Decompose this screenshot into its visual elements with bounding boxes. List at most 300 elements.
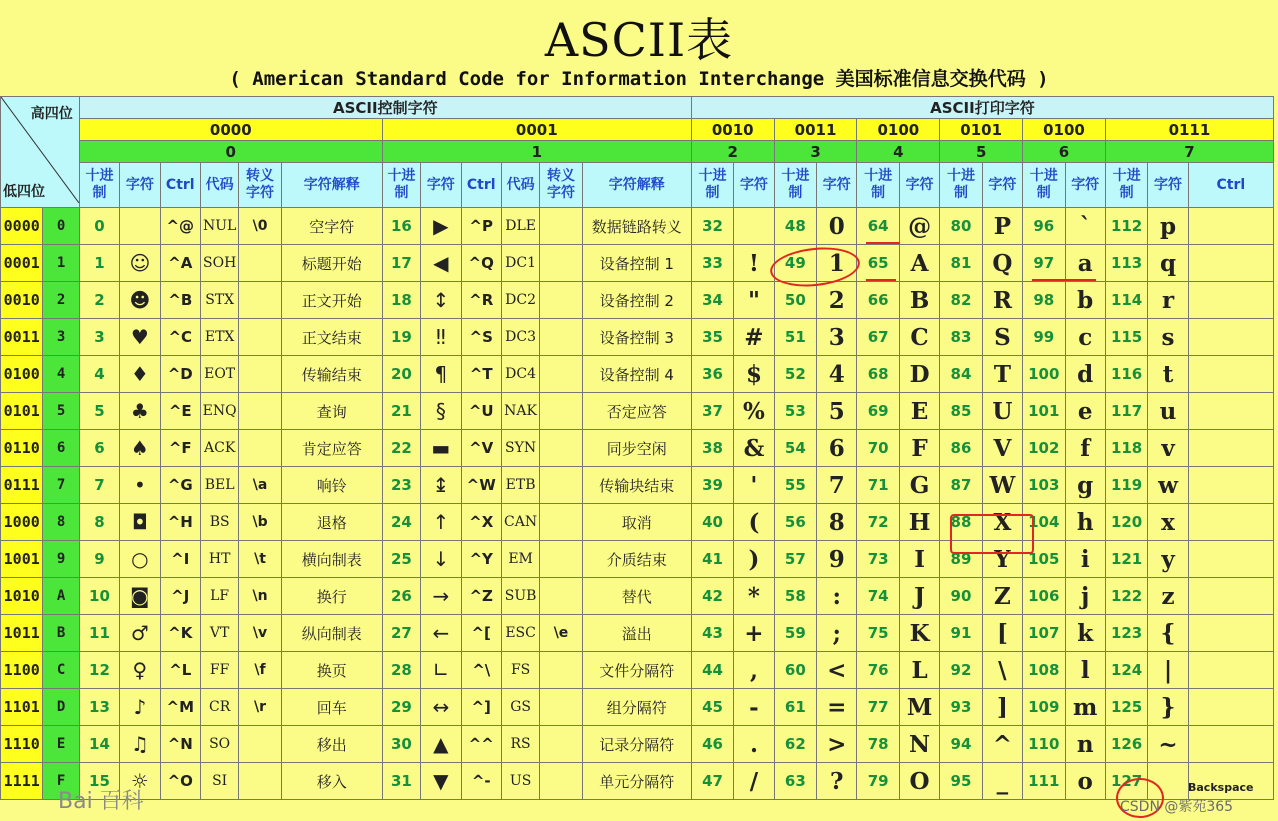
cell-description: 否定应答 [582, 393, 691, 430]
cell-ctrl: ^@ [160, 208, 200, 245]
cell-escape [540, 208, 582, 245]
cell-code: SOH [200, 245, 238, 282]
cell-decimal: 127 [1105, 763, 1147, 800]
high-hex-1: 1 [382, 141, 691, 163]
cell-code: DC3 [501, 319, 539, 356]
row-low-bin: 0011 [1, 319, 43, 356]
cell-char: w [1148, 467, 1188, 504]
cell-char: U [982, 393, 1022, 430]
cell-char: ' [734, 467, 774, 504]
cell-char: = [817, 689, 857, 726]
cell-char: 4 [817, 356, 857, 393]
cell-decimal: 124 [1105, 652, 1147, 689]
cell-description: 正文开始 [281, 282, 382, 319]
cell-char: T [982, 356, 1022, 393]
cell-char: $ [734, 356, 774, 393]
col-header-char: 字符 [982, 163, 1022, 208]
cell-code: ETX [200, 319, 238, 356]
cell-code: ESC [501, 615, 539, 652]
cell-ctrl-7 [1188, 208, 1273, 245]
cell-char: 5 [817, 393, 857, 430]
cell-code: NUL [200, 208, 238, 245]
cell-decimal: 1 [79, 245, 119, 282]
cell-char: g [1065, 467, 1105, 504]
cell-code: NAK [501, 393, 539, 430]
cell-char: ▼ [421, 763, 461, 800]
cell-char: % [734, 393, 774, 430]
cell-code: US [501, 763, 539, 800]
cell-decimal: 18 [382, 282, 420, 319]
cell-char: f [1065, 430, 1105, 467]
cell-ctrl: ^M [160, 689, 200, 726]
cell-description: 文件分隔符 [582, 652, 691, 689]
cell-decimal: 60 [774, 652, 816, 689]
cell-decimal: 20 [382, 356, 420, 393]
high-bin-1: 0001 [382, 119, 691, 141]
cell-ctrl-7 [1188, 504, 1273, 541]
cell-decimal: 119 [1105, 467, 1147, 504]
cell-char: : [817, 578, 857, 615]
row-low-hex: 3 [43, 319, 79, 356]
cell-ctrl: ^^ [461, 726, 501, 763]
cell-ctrl-7 [1188, 430, 1273, 467]
cell-decimal: 37 [691, 393, 733, 430]
cell-escape [239, 245, 281, 282]
cell-decimal: 4 [79, 356, 119, 393]
cell-char: 7 [817, 467, 857, 504]
cell-decimal: 125 [1105, 689, 1147, 726]
col-header-dec: 十进制 [382, 163, 420, 208]
watermark-right: CSDN @紫苑365 [1120, 799, 1234, 815]
cell-description: 单元分隔符 [582, 763, 691, 800]
table-row [1, 282, 1274, 319]
cell-decimal: 26 [382, 578, 420, 615]
cell-decimal: 50 [774, 282, 816, 319]
cell-char: ~ [1148, 726, 1188, 763]
cell-ctrl: ^X [461, 504, 501, 541]
cell-escape [540, 763, 582, 800]
high-bin-7: 0111 [1105, 119, 1273, 141]
cell-decimal: 36 [691, 356, 733, 393]
col-header-char: 字符 [1065, 163, 1105, 208]
cell-decimal: 12 [79, 652, 119, 689]
cell-description: 同步空闲 [582, 430, 691, 467]
cell-char: 2 [817, 282, 857, 319]
cell-char: } [1148, 689, 1188, 726]
cell-char: e [1065, 393, 1105, 430]
cell-ctrl: ^] [461, 689, 501, 726]
cell-description: 替代 [582, 578, 691, 615]
cell-decimal: 2 [79, 282, 119, 319]
cell-decimal: 69 [857, 393, 899, 430]
table-row [1, 689, 1274, 726]
cell-decimal: 87 [940, 467, 982, 504]
cell-code: SO [200, 726, 238, 763]
row-low-bin: 0001 [1, 245, 43, 282]
cell-ctrl: ^H [160, 504, 200, 541]
cell-ctrl: ^- [461, 763, 501, 800]
cell-decimal: 62 [774, 726, 816, 763]
cell-decimal: 99 [1023, 319, 1065, 356]
cell-char: ¶ [421, 356, 461, 393]
cell-decimal: 67 [857, 319, 899, 356]
cell-char: C [899, 319, 939, 356]
cell-description: 横向制表 [281, 541, 382, 578]
cell-decimal: 22 [382, 430, 420, 467]
cell-escape [540, 504, 582, 541]
row-low-hex: 8 [43, 504, 79, 541]
row-low-hex: 1 [43, 245, 79, 282]
table-row [1, 356, 1274, 393]
cell-decimal: 77 [857, 689, 899, 726]
cell-description: 设备控制 2 [582, 282, 691, 319]
cell-char: ♫ [120, 726, 160, 763]
cell-char: ♪ [120, 689, 160, 726]
cell-decimal: 49 [774, 245, 816, 282]
cell-escape [239, 763, 281, 800]
cell-decimal: 81 [940, 245, 982, 282]
col-header-dec: 十进制 [1023, 163, 1065, 208]
cell-decimal: 86 [940, 430, 982, 467]
cell-code: FS [501, 652, 539, 689]
watermark-left: Bai 百科 [58, 789, 144, 814]
cell-decimal: 108 [1023, 652, 1065, 689]
col-header-char: 字符 [1148, 163, 1188, 208]
cell-decimal: 25 [382, 541, 420, 578]
high-hex-7: 7 [1105, 141, 1273, 163]
cell-code: STX [200, 282, 238, 319]
cell-code: DC1 [501, 245, 539, 282]
cell-decimal: 85 [940, 393, 982, 430]
high-bin-6: 0100 [1023, 119, 1106, 141]
cell-decimal: 78 [857, 726, 899, 763]
high-bin-5: 0101 [940, 119, 1023, 141]
cell-code: CAN [501, 504, 539, 541]
row-low-hex: B [43, 615, 79, 652]
cell-escape [540, 578, 582, 615]
cell-escape: \a [239, 467, 281, 504]
cell-char: ♀ [120, 652, 160, 689]
high-hex-2: 2 [691, 141, 774, 163]
row-low-hex: A [43, 578, 79, 615]
cell-decimal: 110 [1023, 726, 1065, 763]
row-low-hex: D [43, 689, 79, 726]
table-row [1, 393, 1274, 430]
cell-char: E [899, 393, 939, 430]
cell-decimal: 63 [774, 763, 816, 800]
table-row [1, 652, 1274, 689]
cell-ctrl-7 [1188, 393, 1273, 430]
cell-decimal: 19 [382, 319, 420, 356]
cell-escape [540, 393, 582, 430]
cell-decimal: 113 [1105, 245, 1147, 282]
cell-decimal: 84 [940, 356, 982, 393]
group-control-header: ASCII控制字符 [79, 97, 691, 119]
cell-description: 空字符 [281, 208, 382, 245]
cell-ctrl: ^D [160, 356, 200, 393]
cell-code: EM [501, 541, 539, 578]
cell-description: 传输块结束 [582, 467, 691, 504]
cell-char: ♦ [120, 356, 160, 393]
cell-description: 正文结束 [281, 319, 382, 356]
cell-char: x [1148, 504, 1188, 541]
cell-char: Q [982, 245, 1022, 282]
cell-ctrl: ^K [160, 615, 200, 652]
cell-char: < [817, 652, 857, 689]
cell-char: ) [734, 541, 774, 578]
row-low-bin: 1010 [1, 578, 43, 615]
col-header-char: 字符 [899, 163, 939, 208]
cell-ctrl-7 [1188, 726, 1273, 763]
table-row [1, 208, 1274, 245]
cell-decimal: 100 [1023, 356, 1065, 393]
cell-ctrl-7 [1188, 578, 1273, 615]
cell-decimal: 44 [691, 652, 733, 689]
col-header-dec: 十进制 [940, 163, 982, 208]
cell-decimal: 21 [382, 393, 420, 430]
cell-escape: \r [239, 689, 281, 726]
cell-decimal: 115 [1105, 319, 1147, 356]
cell-decimal: 74 [857, 578, 899, 615]
cell-decimal: 35 [691, 319, 733, 356]
cell-ctrl-7 [1188, 356, 1273, 393]
high-hex-3: 3 [774, 141, 857, 163]
cell-decimal: 98 [1023, 282, 1065, 319]
cell-ctrl: ^N [160, 726, 200, 763]
cell-decimal: 24 [382, 504, 420, 541]
cell-escape [540, 319, 582, 356]
cell-char: - [734, 689, 774, 726]
cell-char: | [1148, 652, 1188, 689]
cell-char: ` [1065, 208, 1105, 245]
cell-decimal: 38 [691, 430, 733, 467]
cell-ctrl-7 [1188, 541, 1273, 578]
cell-decimal: 93 [940, 689, 982, 726]
cell-decimal: 23 [382, 467, 420, 504]
cell-code: LF [200, 578, 238, 615]
cell-escape [239, 319, 281, 356]
cell-escape [239, 430, 281, 467]
cell-char: → [421, 578, 461, 615]
cell-decimal: 111 [1023, 763, 1065, 800]
table-row [1, 726, 1274, 763]
cell-description: 记录分隔符 [582, 726, 691, 763]
cell-escape: \n [239, 578, 281, 615]
cell-description: 换页 [281, 652, 382, 689]
col-header-ctrl: Ctrl [160, 163, 200, 208]
cell-char: ▶ [421, 208, 461, 245]
cell-char: q [1148, 245, 1188, 282]
cell-decimal: 29 [382, 689, 420, 726]
cell-escape [239, 726, 281, 763]
cell-decimal: 109 [1023, 689, 1065, 726]
cell-decimal: 32 [691, 208, 733, 245]
cell-decimal: 76 [857, 652, 899, 689]
group-print-header: ASCII打印字符 [691, 97, 1273, 119]
cell-decimal: 28 [382, 652, 420, 689]
row-low-bin: 1111 [1, 763, 43, 800]
cell-char [734, 208, 774, 245]
cell-ctrl: ^G [160, 467, 200, 504]
cell-char: ↨ [421, 467, 461, 504]
cell-ctrl-7 [1188, 245, 1273, 282]
cell-decimal: 68 [857, 356, 899, 393]
cell-decimal: 9 [79, 541, 119, 578]
row-low-bin: 0110 [1, 430, 43, 467]
high-bin-4: 0100 [857, 119, 940, 141]
row-low-bin: 1000 [1, 504, 43, 541]
row-low-hex: 4 [43, 356, 79, 393]
cell-char: c [1065, 319, 1105, 356]
cell-decimal: 116 [1105, 356, 1147, 393]
cell-decimal: 82 [940, 282, 982, 319]
cell-code: ETB [501, 467, 539, 504]
cell-char: u [1148, 393, 1188, 430]
cell-char: d [1065, 356, 1105, 393]
cell-char: S [982, 319, 1022, 356]
cell-ctrl: ^L [160, 652, 200, 689]
cell-decimal: 105 [1023, 541, 1065, 578]
cell-description: 移出 [281, 726, 382, 763]
cell-char: 3 [817, 319, 857, 356]
cell-escape [239, 356, 281, 393]
cell-char: k [1065, 615, 1105, 652]
cell-decimal: 41 [691, 541, 733, 578]
cell-char: t [1148, 356, 1188, 393]
cell-decimal: 46 [691, 726, 733, 763]
cell-char: 1 [817, 245, 857, 282]
header-corner [1, 97, 80, 208]
cell-ctrl-7 [1188, 615, 1273, 652]
cell-code: ACK [200, 430, 238, 467]
cell-escape [540, 726, 582, 763]
cell-decimal: 54 [774, 430, 816, 467]
cell-char: ? [817, 763, 857, 800]
cell-char: § [421, 393, 461, 430]
cell-decimal: 90 [940, 578, 982, 615]
cell-ctrl: ^Q [461, 245, 501, 282]
cell-description: 肯定应答 [281, 430, 382, 467]
cell-escape [239, 282, 281, 319]
cell-char: W [982, 467, 1022, 504]
cell-ctrl: ^W [461, 467, 501, 504]
cell-char: , [734, 652, 774, 689]
cell-decimal: 95 [940, 763, 982, 800]
high-bin-3: 0011 [774, 119, 857, 141]
cell-escape [540, 282, 582, 319]
col-header-escape: 转义字符 [239, 163, 281, 208]
cell-char: ; [817, 615, 857, 652]
cell-code: DLE [501, 208, 539, 245]
cell-decimal: 101 [1023, 393, 1065, 430]
cell-code: RS [501, 726, 539, 763]
cell-decimal: 56 [774, 504, 816, 541]
row-low-hex: 0 [43, 208, 79, 245]
cell-ctrl: ^Z [461, 578, 501, 615]
cell-code: EOT [200, 356, 238, 393]
col-header-escape: 转义字符 [540, 163, 582, 208]
col-header-ctrl-7: Ctrl [1188, 163, 1273, 208]
cell-char: l [1065, 652, 1105, 689]
cell-char: s [1148, 319, 1188, 356]
cell-escape [540, 467, 582, 504]
cell-decimal: 106 [1023, 578, 1065, 615]
cell-char: K [899, 615, 939, 652]
cell-decimal: 27 [382, 615, 420, 652]
cell-decimal: 39 [691, 467, 733, 504]
cell-char: ▬ [421, 430, 461, 467]
cell-description: 介质结束 [582, 541, 691, 578]
cell-decimal: 57 [774, 541, 816, 578]
cell-code: DC4 [501, 356, 539, 393]
col-header-ctrl: Ctrl [461, 163, 501, 208]
cell-decimal: 51 [774, 319, 816, 356]
cell-ctrl: ^S [461, 319, 501, 356]
cell-char: . [734, 726, 774, 763]
cell-decimal: 17 [382, 245, 420, 282]
cell-escape: \v [239, 615, 281, 652]
cell-code: GS [501, 689, 539, 726]
row-low-hex: F [43, 763, 79, 800]
cell-decimal: 31 [382, 763, 420, 800]
cell-char: o [1065, 763, 1105, 800]
cell-char: ◙ [120, 578, 160, 615]
table-row [1, 763, 1274, 800]
table-row [1, 319, 1274, 356]
cell-char: L [899, 652, 939, 689]
cell-ctrl-7 [1188, 652, 1273, 689]
cell-decimal: 71 [857, 467, 899, 504]
cell-char: h [1065, 504, 1105, 541]
cell-char: J [899, 578, 939, 615]
table-row [1, 578, 1274, 615]
cell-description: 响铃 [281, 467, 382, 504]
table-row [1, 504, 1274, 541]
row-low-bin: 1011 [1, 615, 43, 652]
row-low-bin: 1101 [1, 689, 43, 726]
cell-code: HT [200, 541, 238, 578]
cell-char: " [734, 282, 774, 319]
cell-char: @ [899, 208, 939, 245]
cell-char: ‼ [421, 319, 461, 356]
cell-char: y [1148, 541, 1188, 578]
col-header-dec: 十进制 [79, 163, 119, 208]
cell-char: N [899, 726, 939, 763]
cell-description: 退格 [281, 504, 382, 541]
cell-char: ∟ [421, 652, 461, 689]
cell-decimal: 58 [774, 578, 816, 615]
low-bits-label: 低四位 [3, 184, 45, 200]
high-bits-label: 高四位 [30, 106, 73, 122]
cell-char: ☻ [120, 282, 160, 319]
cell-escape: \f [239, 652, 281, 689]
cell-decimal: 40 [691, 504, 733, 541]
cell-escape: \0 [239, 208, 281, 245]
cell-decimal: 91 [940, 615, 982, 652]
cell-escape [540, 541, 582, 578]
cell-description: 换行 [281, 578, 382, 615]
col-header-char: 字符 [421, 163, 461, 208]
table-row [1, 430, 1274, 467]
row-low-hex: 6 [43, 430, 79, 467]
cell-decimal: 94 [940, 726, 982, 763]
cell-decimal: 65 [857, 245, 899, 282]
cell-char: ♠ [120, 430, 160, 467]
cell-ctrl: ^F [160, 430, 200, 467]
cell-char: O [899, 763, 939, 800]
table-row [1, 467, 1274, 504]
cell-code: DC2 [501, 282, 539, 319]
